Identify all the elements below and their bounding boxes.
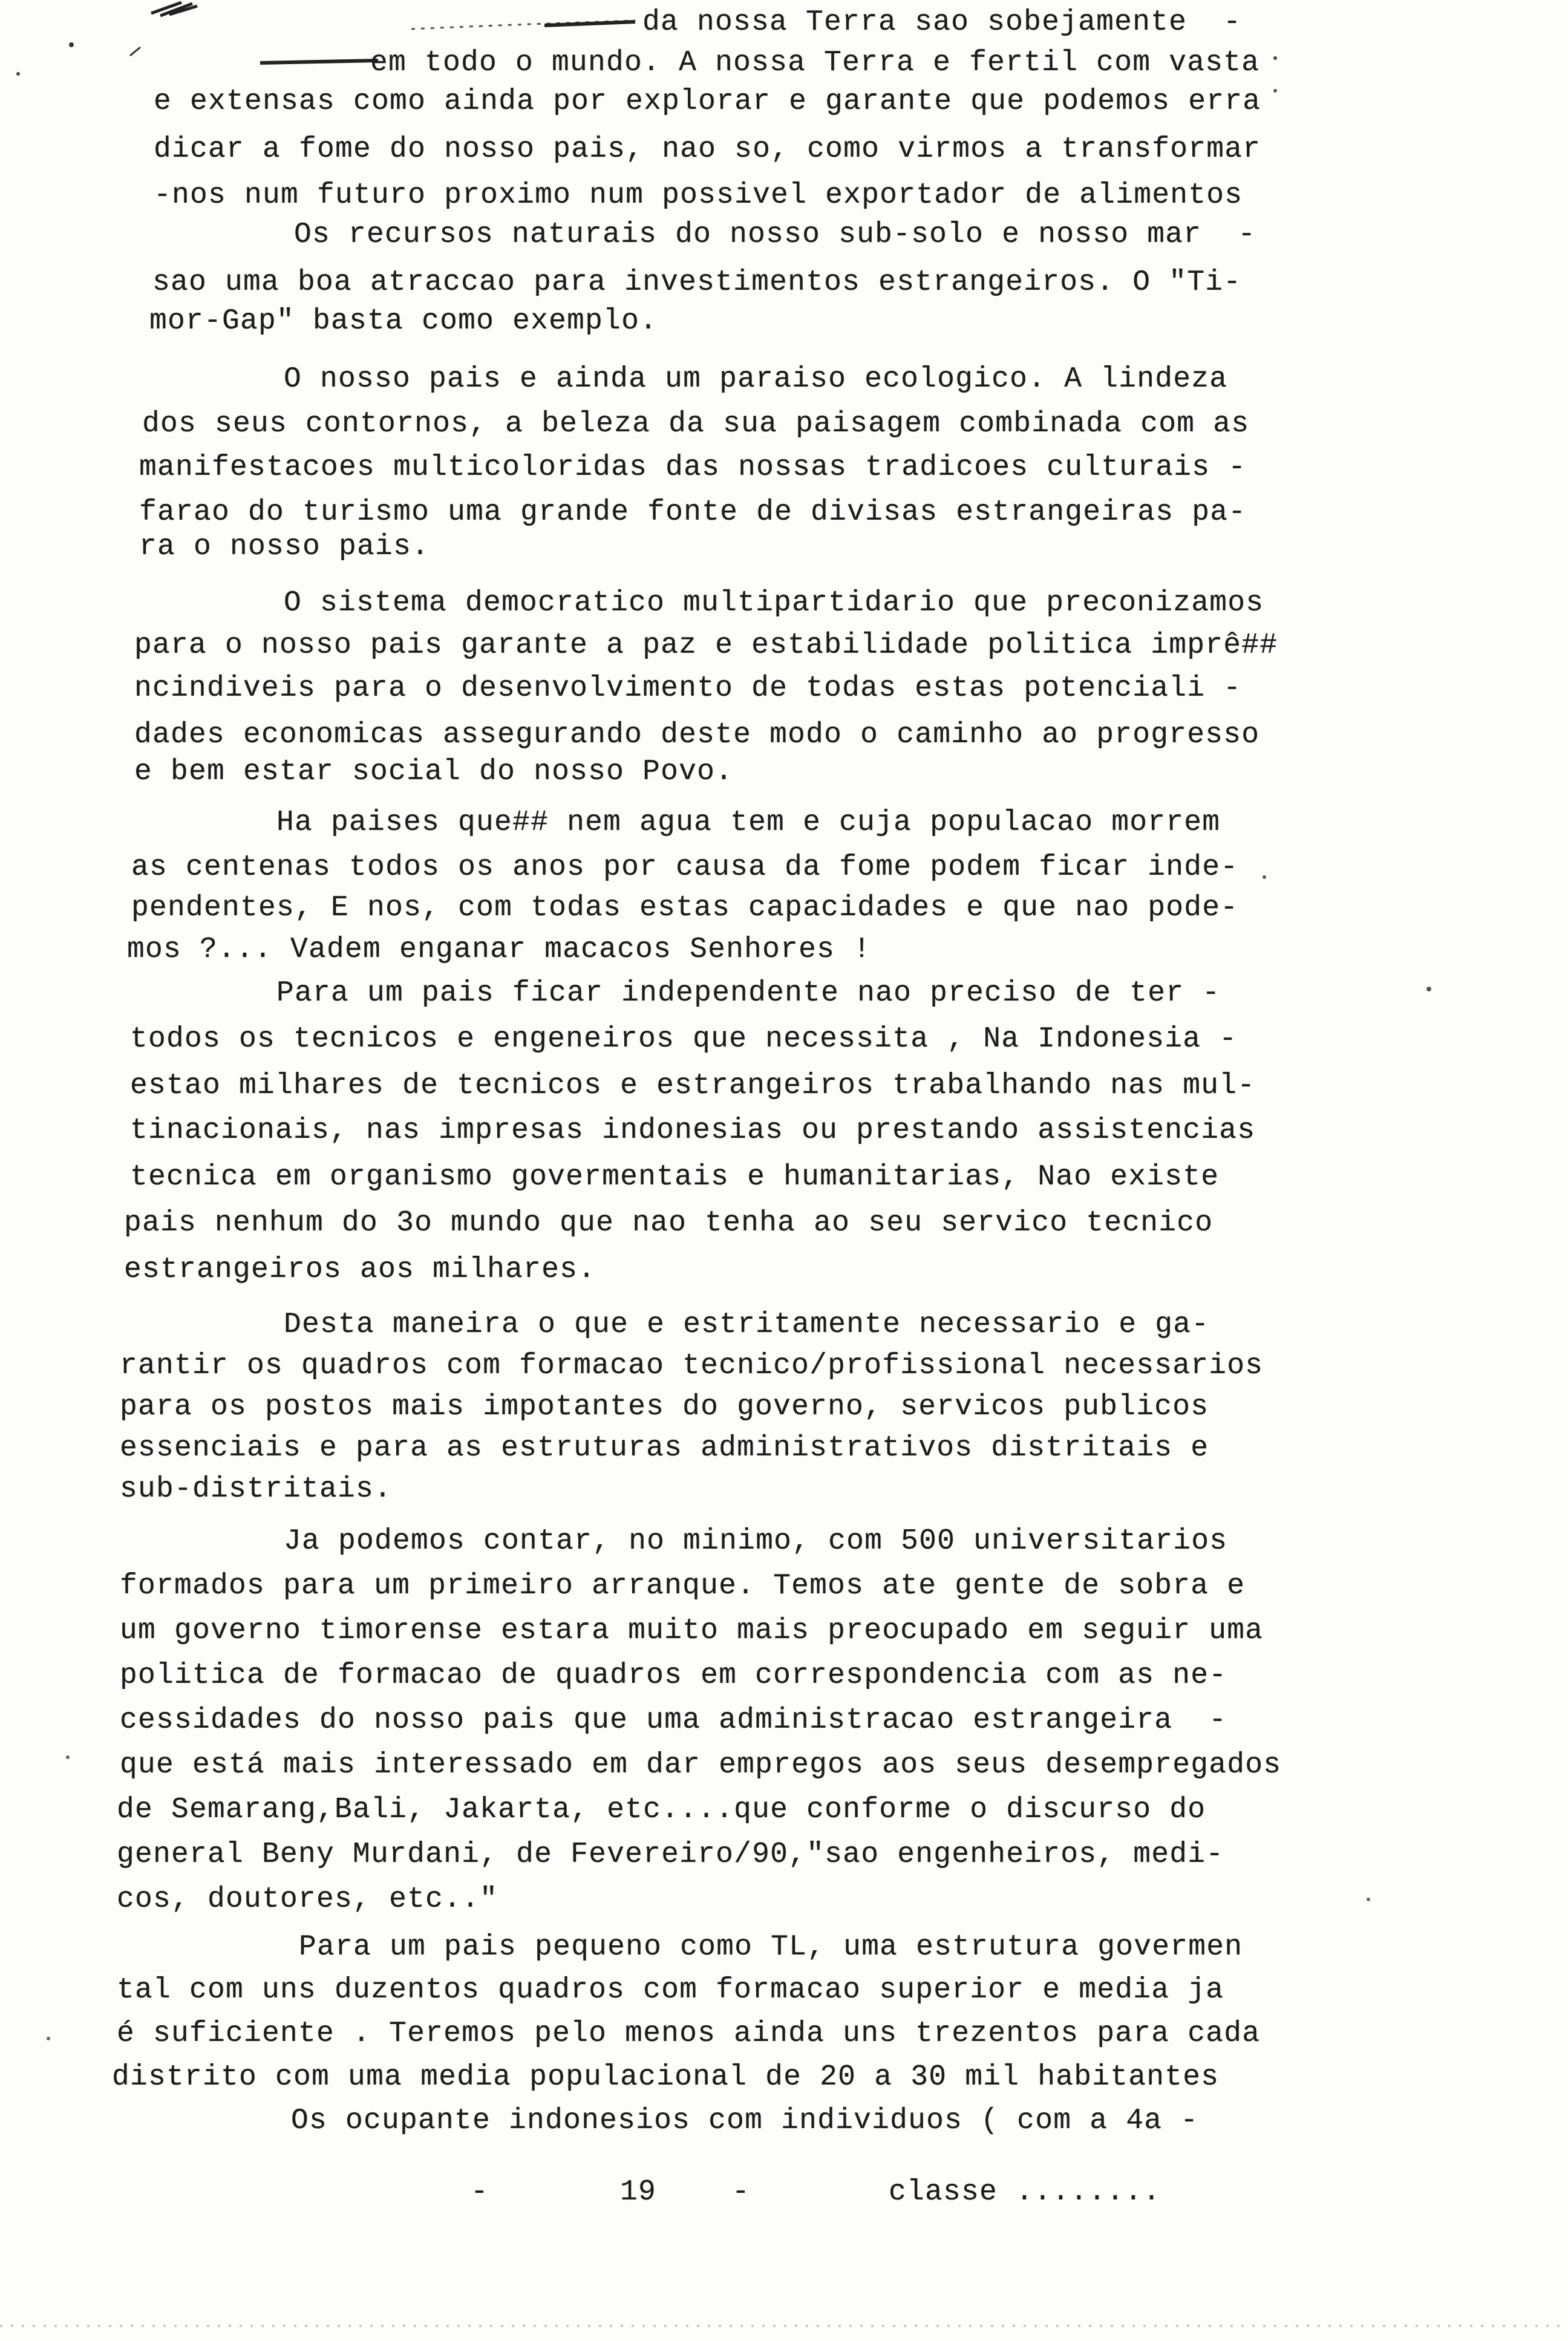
text-line: de Semarang,Bali, Jakarta, etc....que conforme o discurso do xyxy=(117,1794,1206,1826)
paragraph-start-line: Os ocupante indonesios com individuos ( com a 4a - xyxy=(291,2104,1199,2137)
text-line: em todo o mundo. A nossa Terra e fertil com vasta xyxy=(370,47,1260,79)
text-line: para o nosso pais garante a paz e estabilidade politica imprê## xyxy=(134,629,1278,662)
continuation-catchword: classe ........ xyxy=(889,2176,1161,2209)
text-line: dades economicas assegurando deste modo o caminho ao progresso xyxy=(134,719,1260,751)
text-line: tinacionais, nas impresas indonesias ou prestando assistencias xyxy=(130,1114,1256,1147)
page-number: 19 xyxy=(620,2176,657,2209)
text-line: todos os tecnicos e engeneiros que necessita , Na Indonesia - xyxy=(130,1023,1238,1056)
text-line: tal com uns duzentos quadros com formacao superior e media ja xyxy=(117,1974,1224,2006)
text-line: pais nenhum do 3o mundo que nao tenha ao seu servico tecnico xyxy=(124,1207,1214,1239)
text-line: estao milhares de tecnicos e estrangeiros trabalhando nas mul- xyxy=(130,1069,1256,1102)
text-line: formados para um primeiro arranque. Temos ate gente de sobra e xyxy=(120,1570,1246,1602)
text-line: cessidades do nosso pais que uma administracao estrangeira - xyxy=(120,1704,1227,1737)
paragraph-start-line: Os recursos naturais do nosso sub-solo e nosso mar - xyxy=(294,218,1256,251)
text-line: farao do turismo uma grande fonte de divisas estrangeiras pa- xyxy=(139,496,1247,529)
text-line: essenciais e para as estruturas administrativos distritais e xyxy=(120,1432,1209,1464)
text-line: dicar a fome do nosso pais, nao so, como virmos a transformar xyxy=(154,133,1261,166)
text-line: e bem estar social do nosso Povo. xyxy=(134,756,734,788)
text-line: tecnica em organismo govermentais e humanitarias, Nao existe xyxy=(130,1161,1220,1193)
text-line: dos seus contornos, a beleza da sua paisagem combinada com as xyxy=(142,408,1250,440)
text-line: ncindiveis para o desenvolvimento de todas estas potenciali - xyxy=(134,672,1242,705)
text-line: as centenas todos os anos por causa da fome podem ficar inde- xyxy=(131,851,1239,884)
text-line: da nossa Terra sao sobejamente - xyxy=(642,6,1242,39)
text-line: mor-Gap" basta como exemplo. xyxy=(149,305,658,338)
paragraph-start-line: Desta maneira o que e estritamente necessario e ga- xyxy=(284,1308,1210,1341)
paragraph-start-line: Ja podemos contar, no minimo, com 500 universitarios xyxy=(284,1525,1228,1558)
text-line: para os postos mais impotantes do governo, servicos publicos xyxy=(120,1391,1209,1423)
text-line: politica de formacao de quadros em correspondencia com as ne- xyxy=(120,1659,1227,1692)
text-line: pendentes, E nos, com todas estas capacidades e que nao pode- xyxy=(131,892,1239,924)
footer-dash-right: - xyxy=(732,2176,751,2209)
text-line: sao uma boa atraccao para investimentos estrangeiros. O "Ti- xyxy=(152,266,1242,299)
text-line: cos, doutores, etc.." xyxy=(117,1883,498,1916)
text-line: mos ?... Vadem enganar macacos Senhores ! xyxy=(127,933,872,966)
text-line: rantir os quadros com formacao tecnico/profissional necessarios xyxy=(120,1350,1264,1382)
text-line: manifestacoes multicoloridas das nossas tradicoes culturais - xyxy=(139,451,1247,484)
text-line: é suficiente . Teremos pelo menos ainda uns trezentos para cada xyxy=(117,2017,1261,2050)
text-line: um governo timorense estara muito mais preocupado em seguir uma xyxy=(120,1615,1264,1647)
text-line: estrangeiros aos milhares. xyxy=(124,1253,596,1286)
paragraph-start-line: Ha paises que## nem agua tem e cuja populacao morrem xyxy=(276,806,1221,839)
paragraph-start-line: O sistema democratico multipartidario que preconizamos xyxy=(284,587,1264,619)
text-line: e extensas como ainda por explorar e garante que podemos erra xyxy=(154,85,1261,118)
text-line: distrito com uma media populacional de 20 a 30 mil habitantes xyxy=(112,2061,1220,2094)
paragraph-start-line: O nosso pais e ainda um paraiso ecologico. A lindeza xyxy=(284,363,1228,396)
text-line: general Beny Murdani, de Fevereiro/90,"sao engenheiros, medi- xyxy=(117,1838,1224,1871)
text-line: sub-distritais. xyxy=(120,1473,393,1506)
paragraph-start-line: Para um pais pequeno como TL, uma estrutura govermen xyxy=(299,1931,1243,1964)
paragraph-start-line: Para um pais ficar independente nao preciso de ter - xyxy=(276,977,1221,1010)
footer-dash-left: - xyxy=(471,2176,489,2209)
text-line: que está mais interessado em dar empregos aos seus desempregados xyxy=(120,1749,1282,1781)
text-line: -nos num futuro proximo num possivel exportador de alimentos xyxy=(154,179,1243,212)
text-line: ra o nosso pais. xyxy=(139,531,430,563)
